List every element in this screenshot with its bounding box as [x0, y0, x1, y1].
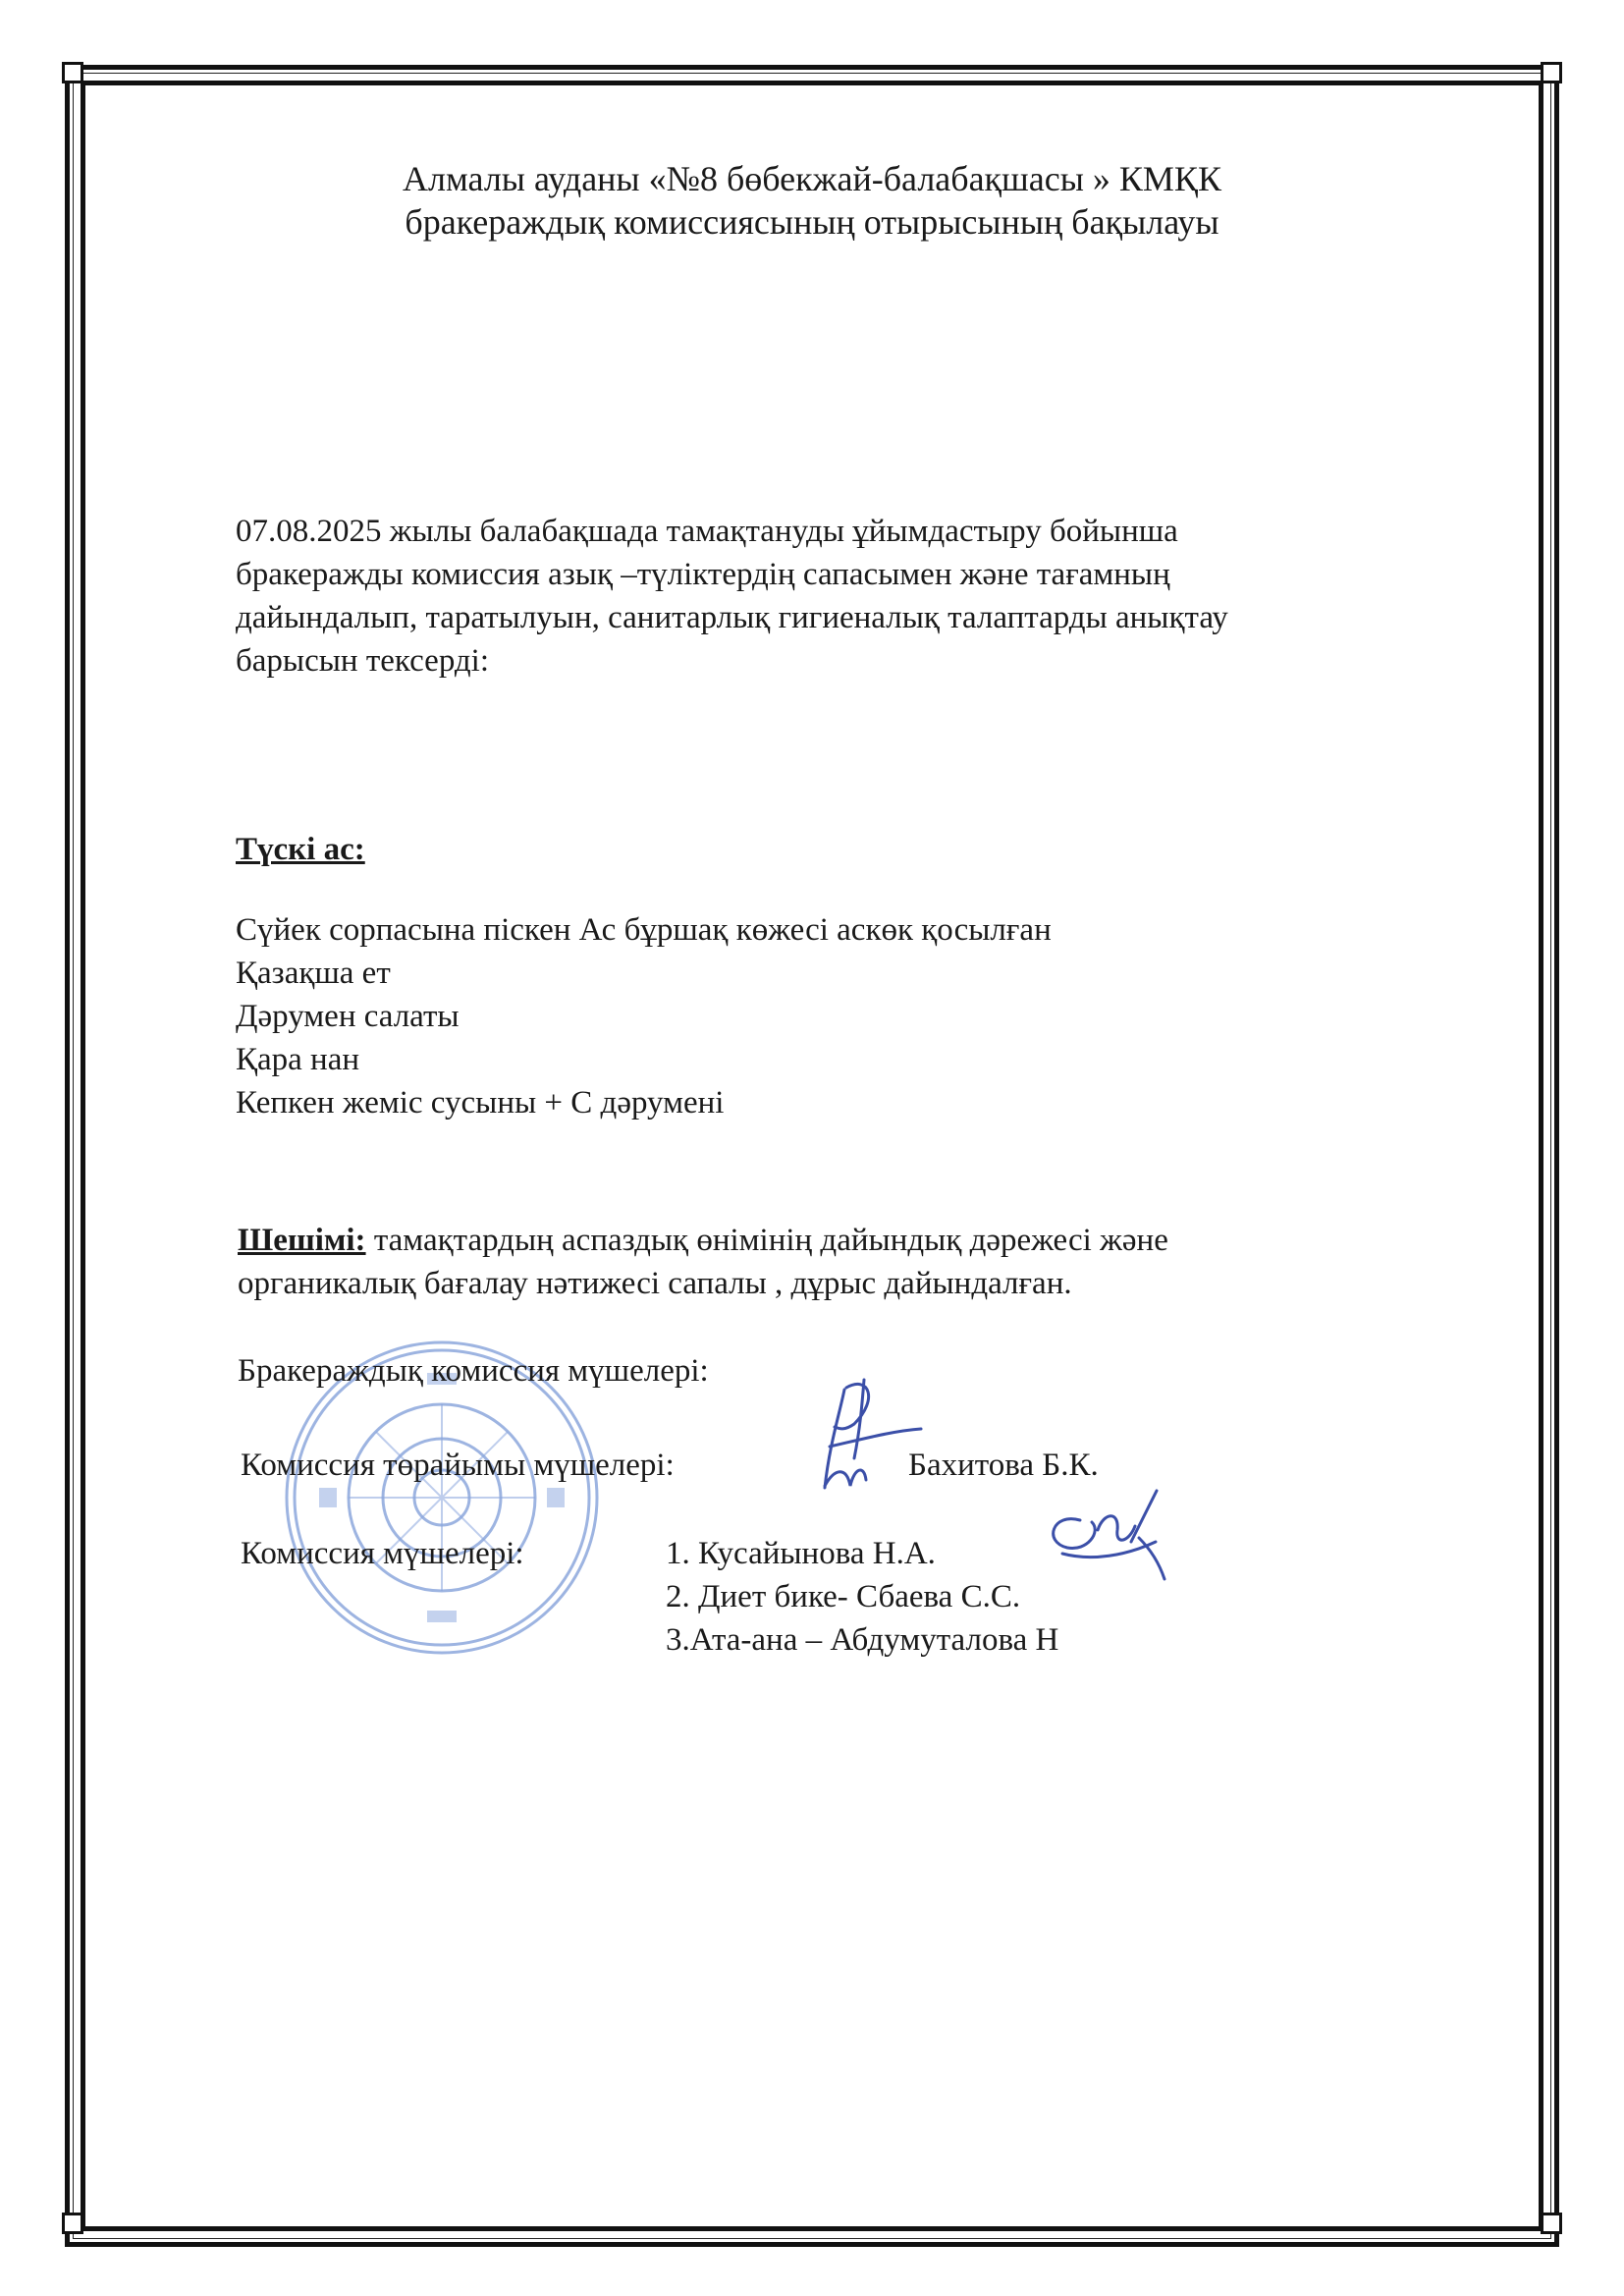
lunch-item: Дәрумен салаты — [236, 999, 460, 1034]
intro-line-3: дайындалып, таратылуын, санитарлық гигиеналық талаптарды анықтау — [236, 600, 1228, 635]
intro-line-1: 07.08.2025 жылы балабақшада тамақтануды ұйымдастыру бойынша — [236, 514, 1178, 549]
page-frame-inner — [81, 81, 1543, 2231]
decision-line-1 — [238, 1219, 1168, 1262]
frame-corner-tl — [62, 62, 83, 83]
member-line: 2. Диет бике- Сбаева С.С. — [666, 1579, 1021, 1614]
frame-corner-br — [1541, 2213, 1562, 2234]
decision-label: Шешімі: — [238, 1223, 366, 1258]
lunch-item: Кепкен жеміс сусыны + С дәрумені — [236, 1085, 725, 1121]
member-signature — [1033, 1483, 1170, 1591]
frame-corner-bl — [62, 2213, 83, 2234]
intro-line-2: бракеражды комиссия азық –түліктердің сапасымен және тағамның — [236, 557, 1170, 592]
decision-line-2: органикалық бағалау нәтижесі сапалы , дұрыс дайындалған. — [238, 1266, 1072, 1301]
decision-text-1: тамақтардың аспаздық өнімінің дайындық дәрежесі және — [365, 1223, 1168, 1258]
lunch-title: Түскі ас: — [236, 832, 365, 867]
document-title-line2: бракераждық комиссиясының отырысының бақылауы — [405, 202, 1219, 242]
lunch-item: Қазақша ет — [236, 956, 391, 991]
member-line: 3.Ата-ана – Абдумуталова Н — [666, 1622, 1059, 1658]
commission-chair-label: Комиссия төрайымы мүшелері: — [241, 1448, 675, 1483]
frame-corner-tr — [1541, 62, 1562, 83]
member-line: 1. Кусайынова Н.А. — [666, 1536, 936, 1571]
document-title-line1: Алмалы ауданы «№8 бөбекжай-балабақшасы » КМҚК — [403, 159, 1221, 198]
commission-heading: Бракераждық комиссия мүшелері: — [238, 1353, 709, 1389]
commission-members-label: Комиссия мүшелері: — [241, 1536, 524, 1571]
commission-chair-name: Бахитова Б.К. — [908, 1448, 1099, 1483]
lunch-item: Сүйек сорпасына піскен Ас бұршақ көжесі аскөк қосылған — [236, 912, 1052, 948]
chair-signature — [785, 1370, 923, 1498]
lunch-item: Қара нан — [236, 1042, 360, 1077]
intro-line-4: барысын тексерді: — [236, 643, 490, 679]
